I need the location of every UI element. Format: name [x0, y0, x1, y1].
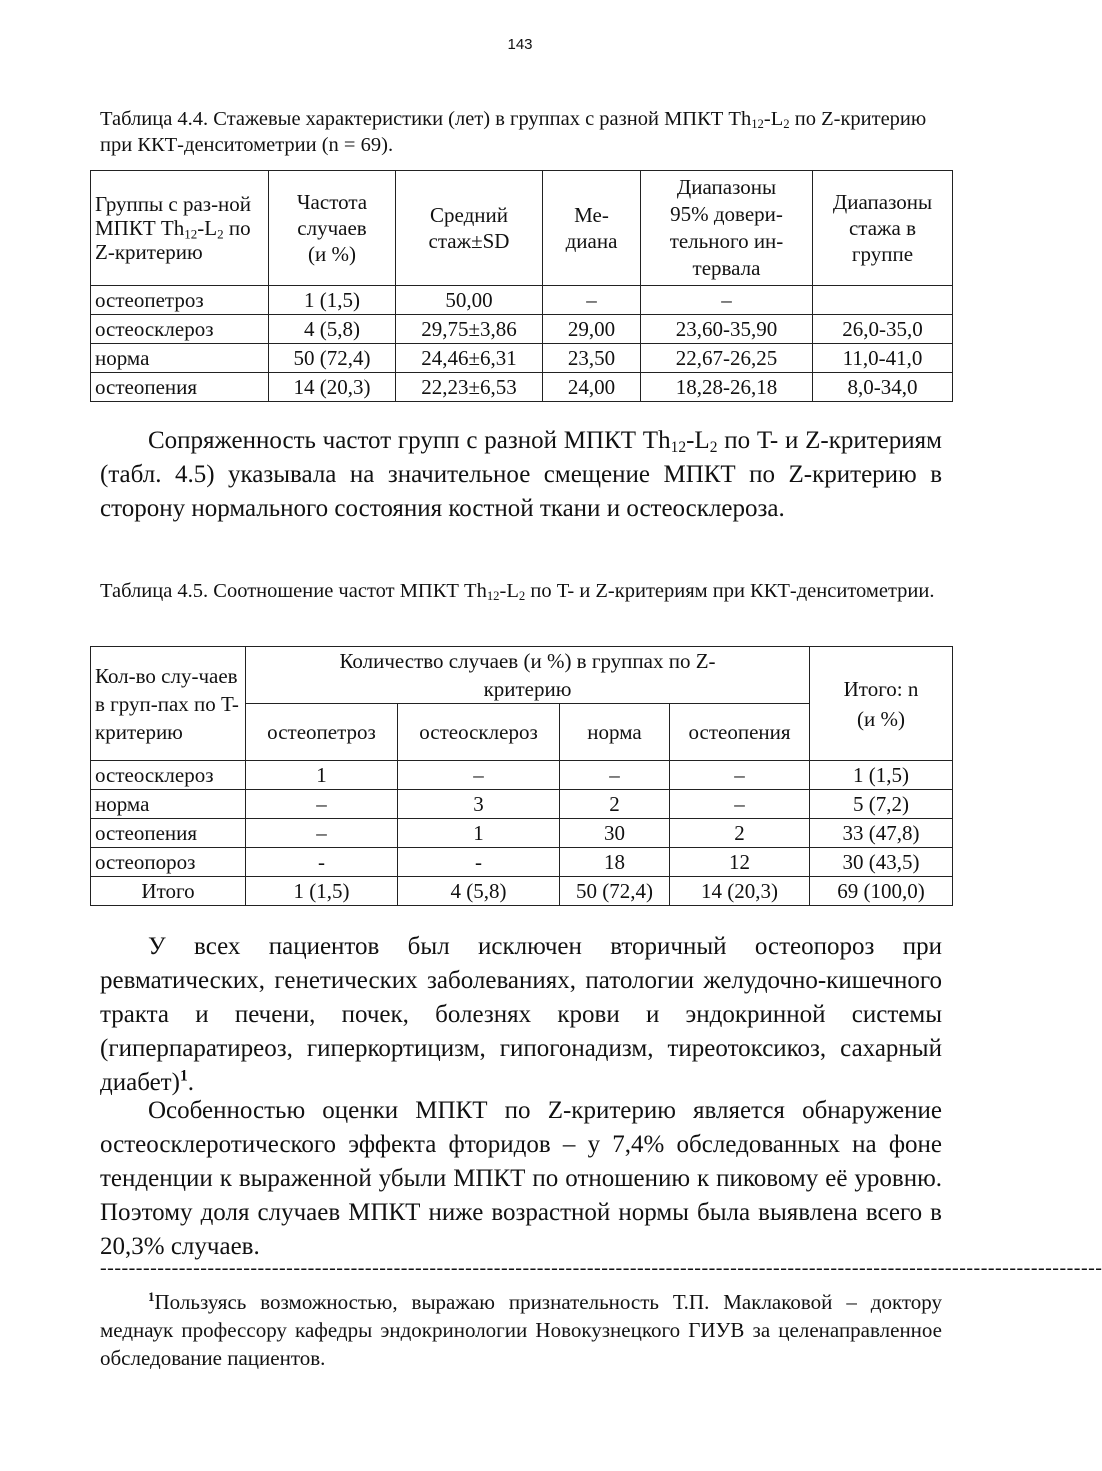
header-group-by-z: Количество случаев (и %) в группах по Z-критерию [246, 647, 810, 704]
table-row: остеосклероз 1 – – – 1 (1,5) [91, 761, 953, 790]
header-osteopetrosis: остеопетроз [246, 704, 398, 761]
paragraph-secondary-osteoporosis: У всех пациентов был исключен вторичный остеопороз при ревматических, генетических заболеваниях, патологии желудочно-кишечного тракта и печени, почек, болезнях крови и эндокринной системы (гиперпаратиреоз, гиперкортицизм, гипогонадизм, тиреотоксикоз, сахарный диабет)$^1$. [100, 933, 942, 1096]
table-header-row [91, 171, 953, 286]
table-4-5-caption: Таблица 4.5. Соотношение частот МПКТ $Th_{12}-L_2$ по T- и Z-критериям при ККТ-денситометрии. [100, 580, 935, 604]
header-norm: норма [560, 704, 670, 761]
header-total: Итого: n (и %) [810, 647, 953, 761]
table-row: остеосклероз 4 (5,8) 29,75±3,86 29,00 23,60-35,90 26,0-35,0 [91, 315, 953, 344]
paragraph-z-criterion: Особенностью оценки МПКТ по Z-критерию является обнаружение остеосклеротического эффекта фторидов – у 7,4% обследованных на фоне тенденции к выраженной убыли МПКТ по отношению к пиковому её уровню. Поэтому доля случаев МПКТ ниже возрастной нормы была выявлена всего в 20,3% случаев. [100, 1097, 942, 1260]
table-4-5 [90, 646, 953, 906]
header-range: Диапазоны стажа в группе [813, 171, 953, 286]
header-frequency: Частота случаев (и %) [269, 171, 396, 286]
header-osteopenia: остеопения [670, 704, 810, 761]
footnote-mark: 1 [148, 1289, 155, 1304]
table-row: остеопения 14 (20,3) 22,23±6,53 24,00 18,28-26,18 8,0-34,0 [91, 373, 953, 402]
paragraph-contingency: Сопряженность частот групп с разной МПКТ $Th_{12}-L_2$ по T- и Z-критериям (табл. 4.5) указывала на значительное смещение МПКТ по Z-критерию в сторону нормального состояния костной ткани и остеосклероза. [100, 427, 942, 522]
table-row: норма 50 (72,4) 24,46±6,31 23,50 22,67-26,25 11,0-41,0 [91, 344, 953, 373]
footnote-reference: 1 [179, 1067, 188, 1085]
table-4-4-caption: Таблица 4.4. Стажевые характеристики (лет) в группах с разной МПКТ $Th_{12}-L_2$ по Z-критерию при ККТ-денситометрии (n = 69). [100, 108, 927, 156]
table-4-4 [90, 170, 953, 402]
table-total-row: Итого 1 (1,5) 4 (5,8) 50 (72,4) 14 (20,3) 69 (100,0) [91, 877, 953, 906]
header-ci: Диапазоны 95% довери-тельного ин-тервала [641, 171, 813, 286]
footnote: $^1$Пользуясь возможностью, выражаю признательность Т.П. Маклаковой – доктору меднаук профессору кафедры эндокринологии Новокузнецкого ГИУВ за целенаправленное обследование пациентов. [100, 1289, 942, 1370]
header-median: Ме-диана [543, 171, 641, 286]
header-group: Группы с раз-ной МПКТ $Th_{12}-L_2$ по Z-критерию [91, 171, 269, 286]
header-count-by-t: Кол-во слу-чаев в груп-пах по T-критерию [91, 647, 246, 761]
footnote-divider: -------------------------------------------------------------------------------------------------------------------------------------------- [100, 1257, 1102, 1279]
table-header-row [91, 647, 953, 704]
table-row: остеопетроз 1 (1,5) 50,00 – – [91, 286, 953, 315]
page-number: 143 [507, 36, 533, 53]
table-row: норма – 3 2 – 5 (7,2) [91, 790, 953, 819]
header-osteosclerosis: остеосклероз [398, 704, 560, 761]
table-row: остеопения – 1 30 2 33 (47,8) [91, 819, 953, 848]
header-mean: Средний стаж±SD [396, 171, 543, 286]
table-row: остеопороз - - 18 12 30 (43,5) [91, 848, 953, 877]
